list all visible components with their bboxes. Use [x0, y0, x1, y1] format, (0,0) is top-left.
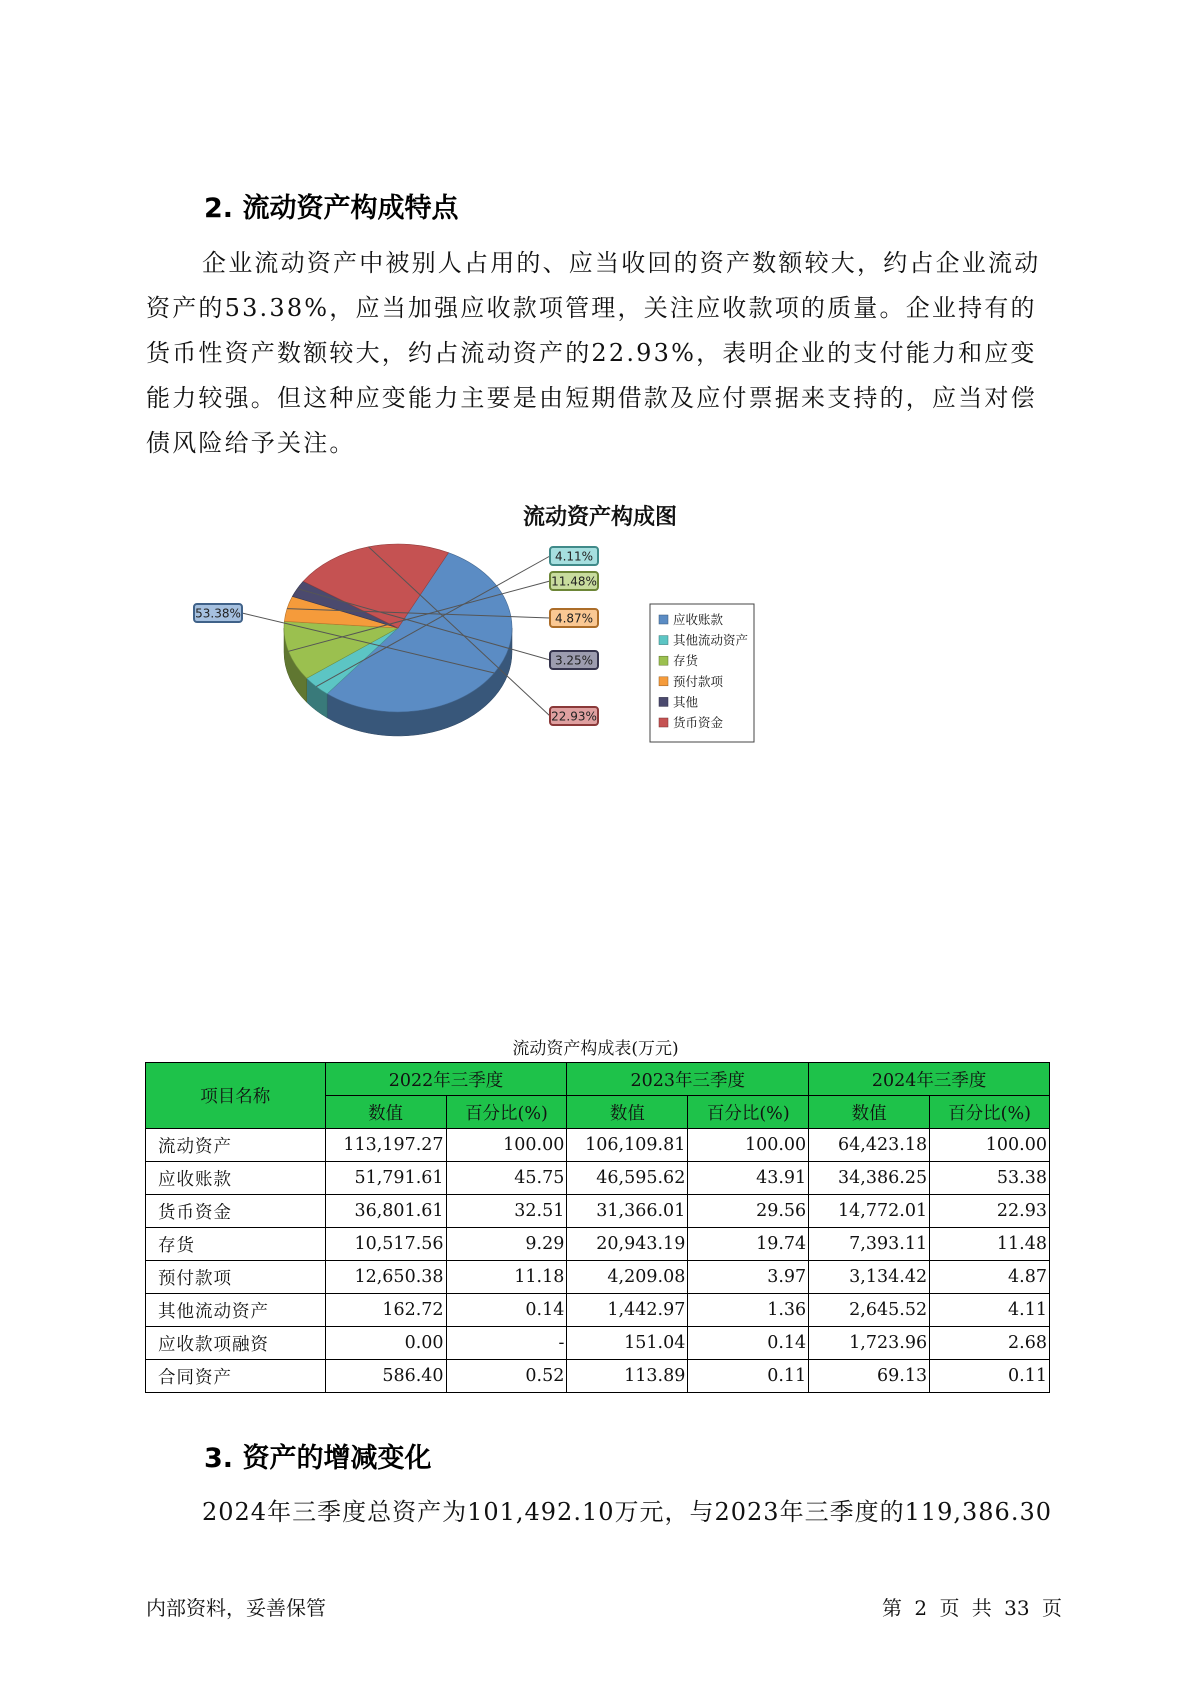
table-row: [146, 1195, 1050, 1228]
table-cell: 1,442.97: [567, 1294, 688, 1327]
section-paragraph: 企业流动资产中被别人占用的、应当收回的资产数额较大，约占企业流动资产的53.38%，应当加强应收款项管理，关注应收款项的质量。企业持有的货币性资产数额较大，约占流动资产的22.93%，表明企业的支付能力和应变能力较强。但这种应变能力主要是由短期借款及应付票据来支持的，应当对偿债风险给予关注。: [146, 249, 1041, 457]
legend-entry: 存货: [673, 653, 699, 669]
table-cell: 11.48: [930, 1228, 1050, 1261]
table-cell: 4,209.08: [567, 1261, 688, 1294]
table-cell: 1,723.96: [809, 1327, 930, 1360]
pie-chart: [180, 500, 860, 830]
section-heading: 2. 流动资产构成特点: [204, 193, 459, 224]
table-row: [146, 1129, 1050, 1162]
table-cell: 2,645.52: [809, 1294, 930, 1327]
table-cell: 51,791.61: [325, 1162, 446, 1195]
table-caption: 流动资产构成表(万元): [512, 1039, 679, 1059]
table-cell: 10,517.56: [325, 1228, 446, 1261]
table-row: [146, 1327, 1050, 1360]
header-period: 2024年三季度: [809, 1063, 1050, 1096]
legend-swatch: [659, 677, 668, 686]
table-cell: 106,109.81: [567, 1129, 688, 1162]
table-cell: 14,772.01: [809, 1195, 930, 1228]
pie-data-label: 11.48%: [551, 574, 597, 589]
legend-entry: 货币资金: [673, 715, 724, 730]
table-cell: 22.93: [930, 1195, 1050, 1228]
table-cell: 34,386.25: [809, 1162, 930, 1195]
page-number: 第 2 页 共 33 页: [882, 1596, 1062, 1620]
table-cell: 0.11: [688, 1360, 809, 1393]
table-cell: 151.04: [567, 1327, 688, 1360]
pie-chart-svg: [180, 500, 1040, 830]
legend-swatch: [659, 656, 668, 665]
table-cell: 0.52: [446, 1360, 567, 1393]
table-cell: 100.00: [930, 1129, 1050, 1162]
legend-entry: 其他流动资产: [673, 632, 749, 648]
table-cell: 32.51: [446, 1195, 567, 1228]
subheader: 数值: [567, 1096, 688, 1129]
table-row: [146, 1360, 1050, 1393]
table-cell: 69.13: [809, 1360, 930, 1393]
table-cell: 3.97: [688, 1261, 809, 1294]
table-cell: 0.11: [930, 1360, 1050, 1393]
table-cell: 29.56: [688, 1195, 809, 1228]
table-cell: 46,595.62: [567, 1162, 688, 1195]
section-paragraph: 2024年三季度总资产为101,492.10万元，与2023年三季度的119,386.30: [202, 1498, 1052, 1526]
table-cell: 100.00: [688, 1129, 809, 1162]
table-cell: 53.38: [930, 1162, 1050, 1195]
header-item-name: 项目名称: [146, 1063, 326, 1129]
table-cell: 45.75: [446, 1162, 567, 1195]
table-cell: 586.40: [325, 1360, 446, 1393]
header-period: 2022年三季度: [325, 1063, 567, 1096]
pie-data-label: 22.93%: [551, 709, 597, 724]
table-row: [146, 1228, 1050, 1261]
row-name: 合同资产: [146, 1360, 326, 1393]
row-name: 应收款项融资: [146, 1327, 326, 1360]
table-cell: 100.00: [446, 1129, 567, 1162]
legend-entry: 预付款项: [673, 673, 724, 689]
table-cell: 19.74: [688, 1228, 809, 1261]
legend-swatch: [659, 615, 668, 624]
section-heading: 3. 资产的增减变化: [204, 1443, 432, 1474]
table-cell: 9.29: [446, 1228, 567, 1261]
row-name: 其他流动资产: [146, 1294, 326, 1327]
legend-entry: 应收账款: [673, 612, 724, 627]
header-period: 2023年三季度: [567, 1063, 809, 1096]
table-cell: 7,393.11: [809, 1228, 930, 1261]
pie-data-label: 3.25%: [554, 653, 594, 668]
footer-note: 内部资料，妥善保管: [146, 1596, 326, 1620]
table-cell: 4.87: [930, 1261, 1050, 1294]
legend-swatch: [659, 718, 668, 727]
subheader: 百分比(%): [446, 1096, 567, 1129]
table-row: [146, 1261, 1050, 1294]
subheader: 百分比(%): [688, 1096, 809, 1129]
table-row: [146, 1162, 1050, 1195]
pie-data-label: 4.11%: [554, 549, 594, 564]
table-cell: 20,943.19: [567, 1228, 688, 1261]
subheader: 百分比(%): [930, 1096, 1050, 1129]
table-cell: 2.68: [930, 1327, 1050, 1360]
table-cell: 43.91: [688, 1162, 809, 1195]
table-cell: -: [446, 1327, 567, 1360]
table-cell: 0.14: [446, 1294, 567, 1327]
chart-title: 流动资产构成图: [522, 505, 677, 530]
table-cell: 64,423.18: [809, 1129, 930, 1162]
subheader: 数值: [325, 1096, 446, 1129]
table-cell: 3,134.42: [809, 1261, 930, 1294]
legend-swatch: [659, 697, 668, 706]
row-name: 应收账款: [146, 1162, 326, 1195]
row-name: 货币资金: [146, 1195, 326, 1228]
pie-data-label: 4.87%: [554, 611, 594, 626]
row-name: 预付款项: [146, 1261, 326, 1294]
table-row: [146, 1294, 1050, 1327]
table-cell: 113.89: [567, 1360, 688, 1393]
current-assets-table: [145, 1062, 1050, 1393]
table-cell: 113,197.27: [325, 1129, 446, 1162]
table-cell: 31,366.01: [567, 1195, 688, 1228]
pie-data-label: 53.38%: [195, 606, 241, 621]
legend-entry: 其他: [673, 694, 699, 710]
table-cell: 0.14: [688, 1327, 809, 1360]
table-cell: 36,801.61: [325, 1195, 446, 1228]
subheader: 数值: [809, 1096, 930, 1129]
legend-swatch: [659, 636, 668, 645]
table-cell: 0.00: [325, 1327, 446, 1360]
table-cell: 1.36: [688, 1294, 809, 1327]
table-cell: 4.11: [930, 1294, 1050, 1327]
table-cell: 12,650.38: [325, 1261, 446, 1294]
table-cell: 162.72: [325, 1294, 446, 1327]
table-cell: 11.18: [446, 1261, 567, 1294]
row-name: 流动资产: [146, 1129, 326, 1162]
row-name: 存货: [146, 1228, 326, 1261]
